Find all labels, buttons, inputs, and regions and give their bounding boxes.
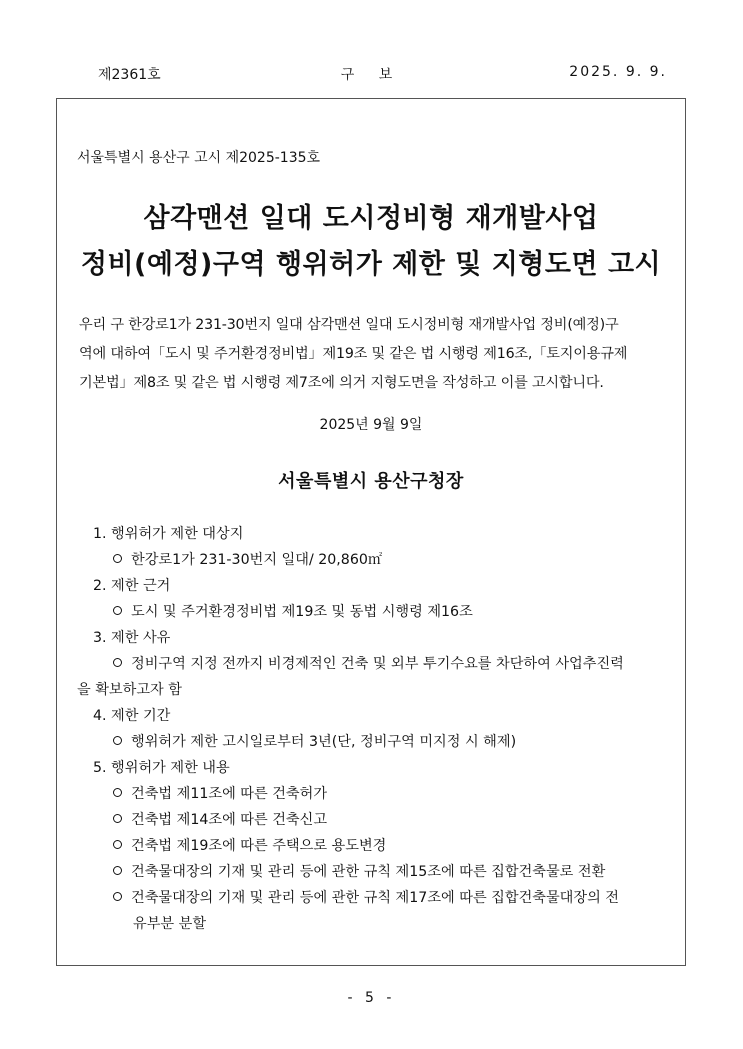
section-item-text: 건축물대장의 기재 및 관리 등에 관한 규칙 제15조에 따른 집합건축물로 전환 xyxy=(131,864,606,880)
section-item xyxy=(113,601,473,621)
notice-issuer: 서울특별시 용산구청장 xyxy=(278,471,464,492)
circle-bullet-icon xyxy=(113,892,122,901)
section-item-text: 건축물대장의 기재 및 관리 등에 관한 규칙 제17조에 따른 집합건축물대장의 전 xyxy=(131,890,620,906)
section-item xyxy=(113,653,624,673)
notice-date: 2025년 9월 9일 xyxy=(319,417,423,433)
circle-bullet-icon xyxy=(113,658,122,667)
notice-title-line1: 삼각맨션 일대 도시정비형 재개발사업 xyxy=(143,203,599,234)
section-title: 5. 행위허가 제한 내용 xyxy=(93,760,230,776)
page-header xyxy=(0,64,743,86)
section-item xyxy=(113,731,516,751)
body-line: 기본법」제8조 및 같은 법 시행령 제7조에 의거 지형도면을 작성하고 이를 고시합니다. xyxy=(79,375,604,391)
circle-bullet-icon xyxy=(113,736,122,745)
circle-bullet-icon xyxy=(113,788,122,797)
section-item-text: 행위허가 제한 고시일로부터 3년(단, 정비구역 미지정 시 해제) xyxy=(131,734,517,750)
circle-bullet-icon xyxy=(113,814,122,823)
section-item xyxy=(113,835,386,855)
section-item-text: 건축법 제14조에 따른 건축신고 xyxy=(131,812,328,828)
page-number: - 5 - xyxy=(347,990,396,1006)
issue-number: 제2361호 xyxy=(98,67,161,83)
circle-bullet-icon xyxy=(113,840,122,849)
notice-title-line2: 정비(예정)구역 행위허가 제한 및 지형도면 고시 xyxy=(80,249,662,280)
section-item-text: 정비구역 지정 전까지 비경제적인 건축 및 외부 투기수요를 차단하여 사업추진력 xyxy=(131,656,624,672)
section-item-text: 건축법 제11조에 따른 건축허가 xyxy=(131,786,328,802)
section-item-text: 건축법 제19조에 따른 주택으로 용도변경 xyxy=(131,838,387,854)
section-item xyxy=(113,549,382,569)
section-title: 2. 제한 근거 xyxy=(93,578,171,594)
section-item-text: 한강로1가 231-30번지 일대/ 20,860㎡ xyxy=(131,552,383,568)
body-line: 우리 구 한강로1가 231-30번지 일대 삼각맨션 일대 도시정비형 재개발사업 정비(예정)구 xyxy=(79,317,619,333)
circle-bullet-icon xyxy=(113,554,122,563)
notice-number: 서울특별시 용산구 고시 제2025-135호 xyxy=(77,150,321,166)
section-item-continuation: 유부분 분할 xyxy=(133,916,207,932)
section-item xyxy=(113,809,327,829)
notice-frame xyxy=(56,98,686,966)
publication-name: 구 보 xyxy=(340,67,403,83)
section-item-text: 도시 및 주거환경정비법 제19조 및 동법 시행령 제16조 xyxy=(131,604,473,620)
section-title: 3. 제한 사유 xyxy=(93,630,171,646)
section-title: 4. 제한 기간 xyxy=(93,708,171,724)
header-date: 2025. 9. 9. xyxy=(569,64,667,80)
section-item xyxy=(113,783,327,803)
notice-body xyxy=(79,311,669,398)
section-item xyxy=(113,887,619,907)
section-item xyxy=(113,861,605,881)
body-line: 역에 대하여「도시 및 주거환경정비법」제19조 및 같은 법 시행령 제16조,「토지이용규제 xyxy=(79,346,628,362)
section-item-continuation: 을 확보하고자 함 xyxy=(77,682,182,698)
circle-bullet-icon xyxy=(113,866,122,875)
section-title: 1. 행위허가 제한 대상지 xyxy=(93,526,244,542)
circle-bullet-icon xyxy=(113,606,122,615)
